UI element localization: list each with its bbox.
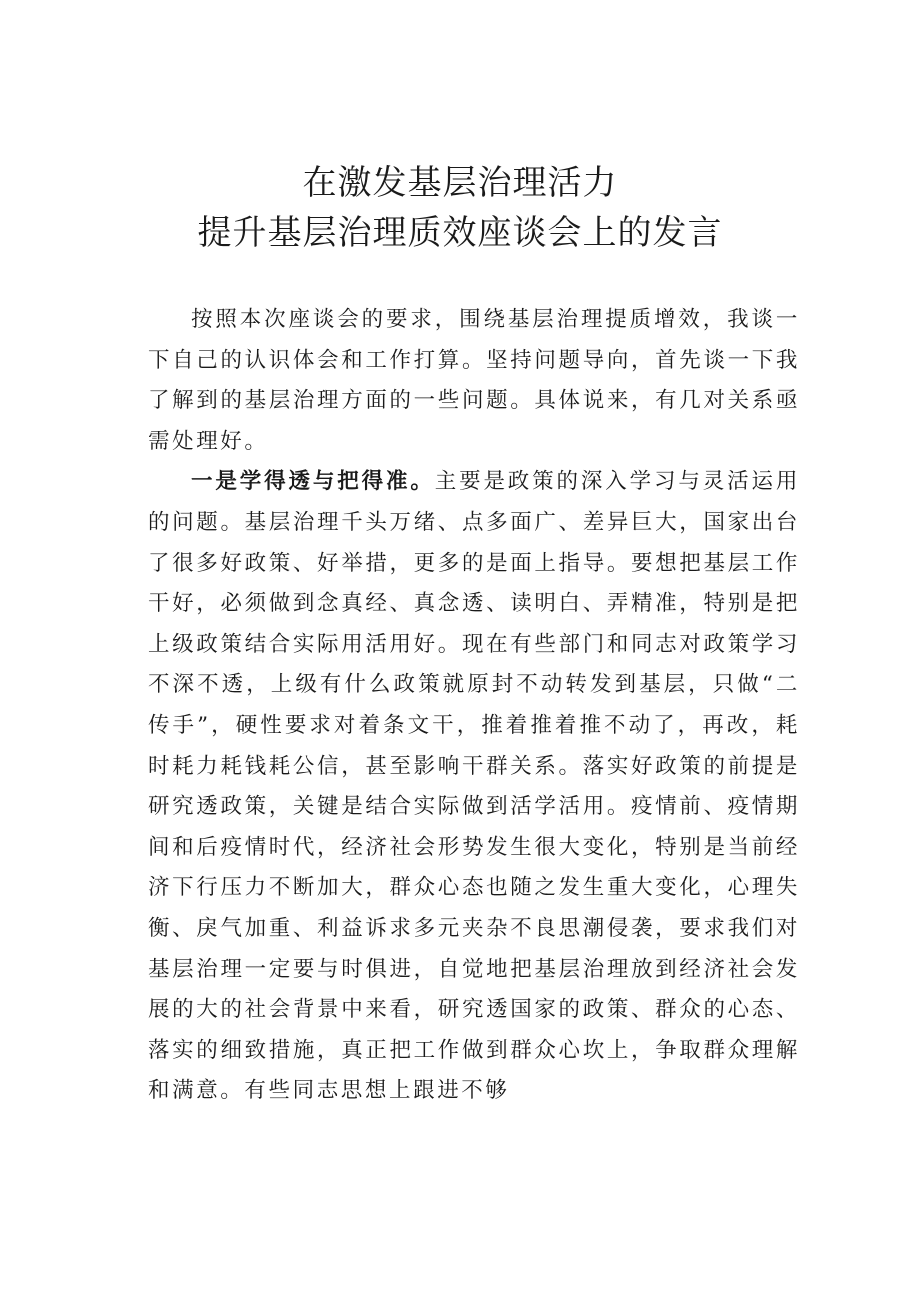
paragraph-point-one-heading: 一是学得透与把得准。 [191, 469, 435, 495]
paragraph-intro: 按照本次座谈会的要求，围绕基层治理提质增效，我谈一下自己的认识体会和工作打算。坚持问题导向，首先谈一下我了解到的基层治理方面的一些问题。具体说来，有几对关系亟需处理好。 [148, 307, 800, 454]
document-body [148, 300, 800, 1112]
title-line-2: 提升基层治理质效座谈会上的发言 [197, 213, 723, 253]
paragraph-point-one [148, 462, 800, 1112]
paragraph-point-one-body: 主要是政策的深入学习与灵活运用的问题。基层治理千头万绪、点多面广、差异巨大，国家出台了很多好政策、好举措，更多的是面上指导。要想把基层工作干好，必须做到念真经、真念透、读明白、弄精准，特别是把上级政策结合实际用活用好。现在有些部门和同志对政策学习不深不透，上级有什么政策就原封不动转发到基层，只做“二传手”，硬性要求对着条文干，推着推着推不动了，再改，耗时耗力耗钱耗公信，甚至影响干群关系。落实好政策的前提是研究透政策，关键是结合实际做到活学活用。疫情前、疫情期间和后疫情时代，经济社会形势发生很大变化，特别是当前经济下行压力不断加大，群众心态也随之发生重大变化，心理失衡、戾气加重、利益诉求多元夹杂不良思潮侵袭，要求我们对基层治理一定要与时俱进，自觉地把基层治理放到经济社会发展的大的社会背景中来看，研究透国家的政策、群众的心态、落实的细致措施，真正把工作做到群众心坎上，争取群众理解和满意。有些同志思想上跟进不够 [148, 469, 800, 1104]
title-line-1: 在激发基层治理活力 [302, 163, 618, 203]
document-title [0, 158, 920, 258]
